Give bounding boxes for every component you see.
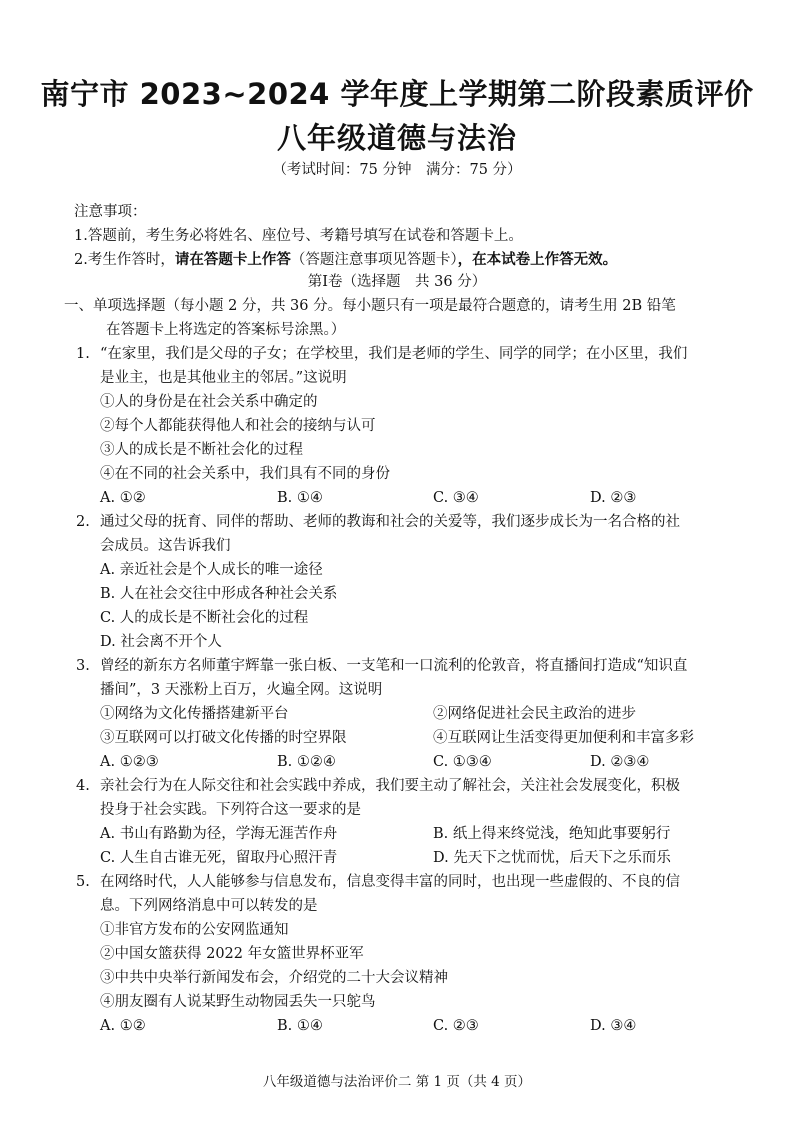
exam-info: （考试时间：75 分钟 满分：75 分） [272, 162, 522, 178]
question-stem-line: 息。下列网络消息中可以转发的是 [100, 898, 318, 914]
question-item: ②网络促进社会民主政治的进步 [433, 706, 636, 722]
option-b: B. ①④ [277, 490, 323, 506]
notice-item-1: 1.答题前，考生务必将姓名、座位号、考籍号填写在试卷和答题卡上。 [74, 228, 523, 244]
option-a: A. 亲近社会是个人成长的唯一途径 [100, 562, 323, 578]
option-a: A. ①②③ [100, 754, 159, 770]
notice-item-2-d: ，在本试卷上作答无效。 [457, 251, 618, 268]
question-number: 3. [76, 658, 90, 674]
question-stem-line: 是业主，也是其他业主的邻居。”这说明 [100, 370, 347, 386]
option-b: B. ①②④ [277, 754, 336, 770]
question-stem-line: 投身于社会实践。下列符合这一要求的是 [100, 802, 361, 818]
question-stem-line: 亲社会行为在人际交往和社会实践中养成，我们要主动了解社会，关注社会发展变化，积极 [100, 778, 680, 794]
part1-instruction-2: 在答题卡上将选定的答案标号涂黑。） [106, 322, 346, 338]
question-item: ④在不同的社会关系中，我们具有不同的身份 [100, 466, 390, 482]
notice-item-2 [74, 248, 734, 272]
page-footer: 八年级道德与法治评价二 第 1 页（共 4 页） [262, 1074, 532, 1090]
option-d: D. ②③ [590, 490, 637, 506]
question-number: 2. [76, 514, 90, 530]
question-stem-line: 通过父母的抚育、同伴的帮助、老师的教诲和社会的关爱等，我们逐步成长为一名合格的社 [100, 514, 680, 530]
option-c: C. ③④ [433, 490, 479, 506]
question-item: ④朋友圈有人说某野生动物园丢失一只鸵鸟 [100, 994, 376, 1010]
question-number: 5. [76, 874, 90, 890]
part1-instruction-1: 一、单项选择题（每小题 2 分，共 36 分。每小题只有一项是最符合题意的，请考生用 2B 铅笔 [64, 298, 676, 314]
option-a: A. ①② [100, 1018, 146, 1034]
question-item: ①网络为文化传播搭建新平台 [100, 706, 289, 722]
question-number: 4. [76, 778, 90, 794]
question-item: ③中共中央举行新闻发布会，介绍党的二十大会议精神 [100, 970, 448, 986]
option-c: C. ②③ [433, 1018, 479, 1034]
option-b: B. 纸上得来终觉浅，绝知此事要躬行 [433, 826, 671, 842]
question-item: ①非官方发布的公安网监通知 [100, 922, 289, 938]
option-b: B. 人在社会交往中形成各种社会关系 [100, 586, 338, 602]
option-d: D. 先天下之忧而忧，后天下之乐而乐 [433, 850, 671, 866]
notice-item-2-a: 2.考生作答时， [74, 252, 175, 268]
exam-subject: 八年级道德与法治 [276, 121, 517, 155]
option-d: D. 社会离不开个人 [100, 634, 222, 650]
question-item: ③人的成长是不断社会化的过程 [100, 442, 303, 458]
option-a: A. 书山有路勤为径，学海无涯苦作舟 [100, 826, 338, 842]
option-b: B. ①④ [277, 1018, 323, 1034]
question-number: 1. [76, 346, 90, 362]
question-stem-line: 播间”，3 天涨粉上百万，火遍全网。这说明 [100, 682, 383, 698]
option-c: C. ①③④ [433, 754, 492, 770]
notice-heading: 注意事项： [74, 204, 147, 220]
option-d: D. ③④ [590, 1018, 637, 1034]
question-stem-line: 在网络时代，人人能够参与信息发布，信息变得丰富的同时，也出现一些虚假的、不良的信 [100, 874, 680, 890]
part1-heading: 第Ⅰ卷（选择题 共 36 分） [307, 274, 487, 290]
option-c: C. 人的成长是不断社会化的过程 [100, 610, 309, 626]
question-stem-line: “在家里，我们是父母的子女；在学校里，我们是老师的学生、同学的同学；在小区里，我们 [100, 346, 688, 362]
option-c: C. 人生自古谁无死，留取丹心照汗青 [100, 850, 338, 866]
question-item: ②每个人都能获得他人和社会的接纳与认可 [100, 418, 376, 434]
notice-item-2-b: 请在答题卡上作答 [174, 251, 291, 268]
option-a: A. ①② [100, 490, 146, 506]
question-item: ①人的身份是在社会关系中确定的 [100, 394, 318, 410]
question-stem-line: 会成员。这告诉我们 [100, 538, 231, 554]
question-item: ③互联网可以打破文化传播的时空界限 [100, 730, 347, 746]
exam-title: 南宁市 2023~2024 学年度上学期第二阶段素质评价 [40, 77, 754, 111]
question-item: ④互联网让生活变得更加便利和丰富多彩 [433, 730, 694, 746]
question-item: ②中国女篮获得 2022 年女篮世界杯亚军 [100, 946, 364, 962]
option-d: D. ②③④ [590, 754, 650, 770]
notice-item-2-c: （答题注意事项见答题卡） [290, 252, 458, 268]
question-stem-line: 曾经的新东方名师董宇辉靠一张白板、一支笔和一口流利的伦敦音，将直播间打造成“知识直 [100, 658, 688, 674]
